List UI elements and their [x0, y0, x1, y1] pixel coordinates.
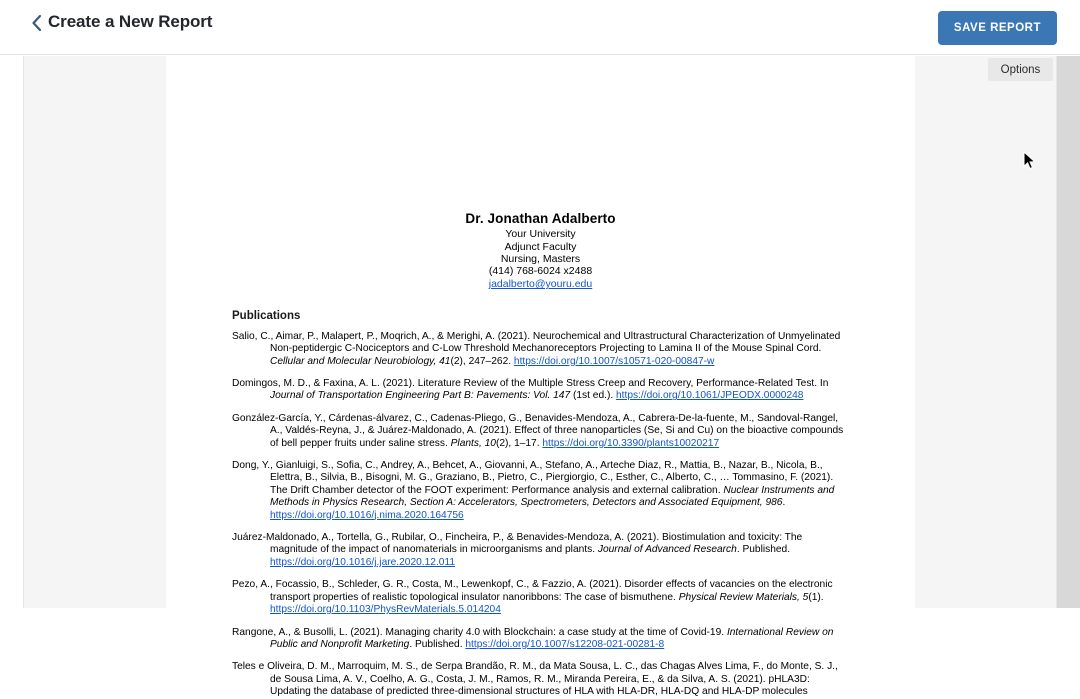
citation-source-title: Plants, 10 — [450, 437, 496, 449]
citation-source-title: Nuclear Instruments and Methods in Physics Research, Section A: Accelerators, Spectrometers, Detectors and Associated Equipment, 986 — [270, 484, 835, 509]
citation-source-title: Physical Review Materials, 5 — [678, 591, 809, 603]
contact-department: Nursing, Masters — [500, 252, 581, 265]
citation-entry — [232, 413, 850, 450]
citation-text: (1st ed.). — [570, 390, 616, 402]
citation-text: Pezo, A., Focassio, B., Schleder, G. R., Costa, M., Lewenkopf, C., & Fazzio, A. (2021). Disorder effects of vacancies on the electronic transport properties of realistic topological insulator nanoribbons: The case of bismuthene. — [232, 579, 833, 603]
citation-entry — [232, 627, 850, 652]
citation-doi-link[interactable]: https://doi.org/10.1061/JPEODX.0000248 — [616, 390, 804, 402]
editor-canvas — [0, 55, 1080, 698]
chevron-left-icon[interactable] — [27, 12, 47, 34]
save-report-button[interactable]: SAVE REPORT — [938, 11, 1057, 45]
citation-source-title: Cellular and Molecular Neurobiology, 41 — [270, 355, 451, 367]
citation-entry — [232, 378, 850, 403]
contact-header — [166, 213, 915, 291]
contact-institution: Your University — [505, 228, 576, 241]
publications-heading: Publications — [232, 309, 301, 322]
contact-email-link[interactable]: jadalberto@youru.edu — [488, 278, 593, 291]
citation-list — [232, 331, 850, 699]
citation-text: Juárez-Maldonado, A., Tortella, G., Rubilar, O., Fincheira, P., & Benavides-Mendoza, A. (2021). Biostimulation and toxicity: The magnitude of the impact of nanomaterials in microorganisms and plants. — [232, 532, 803, 556]
citation-text: . — [782, 497, 786, 509]
citation-doi-link[interactable]: https://doi.org/10.1007/s12208-021-00281-8 — [465, 638, 665, 650]
citation-text: Rangone, A., & Busolli, L. (2021). Managing charity 4.0 with Blockchain: a case study at the time of Covid-19. — [232, 626, 727, 638]
contact-name: Dr. Jonathan Adalberto — [465, 211, 616, 226]
citation-text: (2), 247–262. — [450, 355, 514, 367]
citation-text: Dong, Y., Gianluigi, S., Sofia, C., Andrey, A., Behcet, A., Giovanni, A., Stefano, A., Arteche Diaz, R., Mattia, B., Nazar, B., Nicola, B., Elettra, B., Silvia, B., Bisogni, M. G., Graziano, B., Pietro, C., Piergiorgio, C., Esther, C., Alberto, C., … Tommasino, F. (2021). The Drift Chamber detector of the FOOT experiment: Performance analysis and external calibration. — [232, 460, 834, 496]
citation-doi-link[interactable]: https://doi.org/10.1016/j.nima.2020.164756 — [270, 509, 464, 521]
canvas-gutter-left — [23, 56, 166, 608]
canvas-scrollbar[interactable] — [1057, 56, 1080, 608]
citation-text: (2), 1–17. — [495, 437, 543, 449]
citation-text: Domingos, M. D., & Faxina, A. L. (2021). Literature Review of the Multiple Stress Creep and Recovery, Performance-Related Test. In — [232, 378, 829, 389]
citation-doi-link[interactable]: https://doi.org/10.1103/PhysRevMaterials.5.014204 — [270, 604, 501, 616]
citation-source-title: International Review on Public and Nonprofit Marketing — [270, 626, 834, 650]
citation-text: Salio, C., Aimar, P., Malapert, P., Moqrich, A., & Merighi, A. (2021). Neurochemical and Ultrastructural Characterization of Unmyelinated Non-peptidergic C-Nociceptors and C-Low Threshold Mechanoreceptors Projecting to Lamina II of the Mouse Spinal Cord. — [232, 330, 841, 355]
canvas-gutter-right — [915, 56, 1057, 608]
citation-text: . Published. — [409, 638, 466, 650]
citation-entry — [232, 331, 850, 368]
citation-source-title: Journal of Advanced Research — [597, 544, 737, 556]
page-title: Create a New Report — [48, 12, 213, 31]
citation-text: . Published. — [736, 544, 791, 556]
citation-text: Teles e Oliveira, D. M., Marroquim, M. S., de Serpa Brandão, R. M., da Mata Sousa, L. C., das Chagas Alves Lima, F., do Monte, S. J., de Sousa Lima, A. V., Coelho, A. G., Costa, J. M., Ramos, R. M., Miranda Pereira, E., & da Silva, A. S. (2021). pHLA3D: Updating the database of predicted three-dimensional structures of HLA with HLA-DR, HLA-DQ and HLA-DP molecules — [232, 661, 838, 698]
app-bar — [0, 0, 1080, 55]
citation-entry — [232, 579, 850, 616]
citation-entry — [232, 661, 850, 698]
citation-text: González-García, Y., Cárdenas-álvarez, C., Cadenas-Pliego, G., Benavides-Mendoza, A., Cabrera-De-la-fuente, M., Sandoval-Rangel, A., Valdés-Reyna, J., & Juárez-Maldonado, A. (2021). Effect of three nanoparticles (Se, Si and Cu) on the bioactive compounds of bell pepper fruits under saline stress. — [232, 412, 844, 449]
options-button[interactable]: Options — [988, 58, 1053, 81]
contact-position: Adjunct Faculty — [504, 240, 577, 253]
contact-phone: (414) 768-6024 x2488 — [488, 265, 593, 278]
citation-entry — [232, 460, 850, 522]
citation-doi-link[interactable]: https://doi.org/10.1016/j.jare.2020.12.011 — [270, 556, 456, 568]
citation-text: (1). — [808, 591, 824, 603]
citation-doi-link[interactable]: https://doi.org/10.1007/s10571-020-00847-w — [513, 355, 715, 367]
citation-doi-link[interactable]: https://doi.org/10.3390/plants10020217 — [542, 437, 720, 449]
document-page[interactable] — [166, 111, 915, 698]
citation-source-title: Journal of Transportation Engineering Part B: Pavements: Vol. 147 — [270, 390, 571, 402]
citation-entry — [232, 532, 850, 569]
